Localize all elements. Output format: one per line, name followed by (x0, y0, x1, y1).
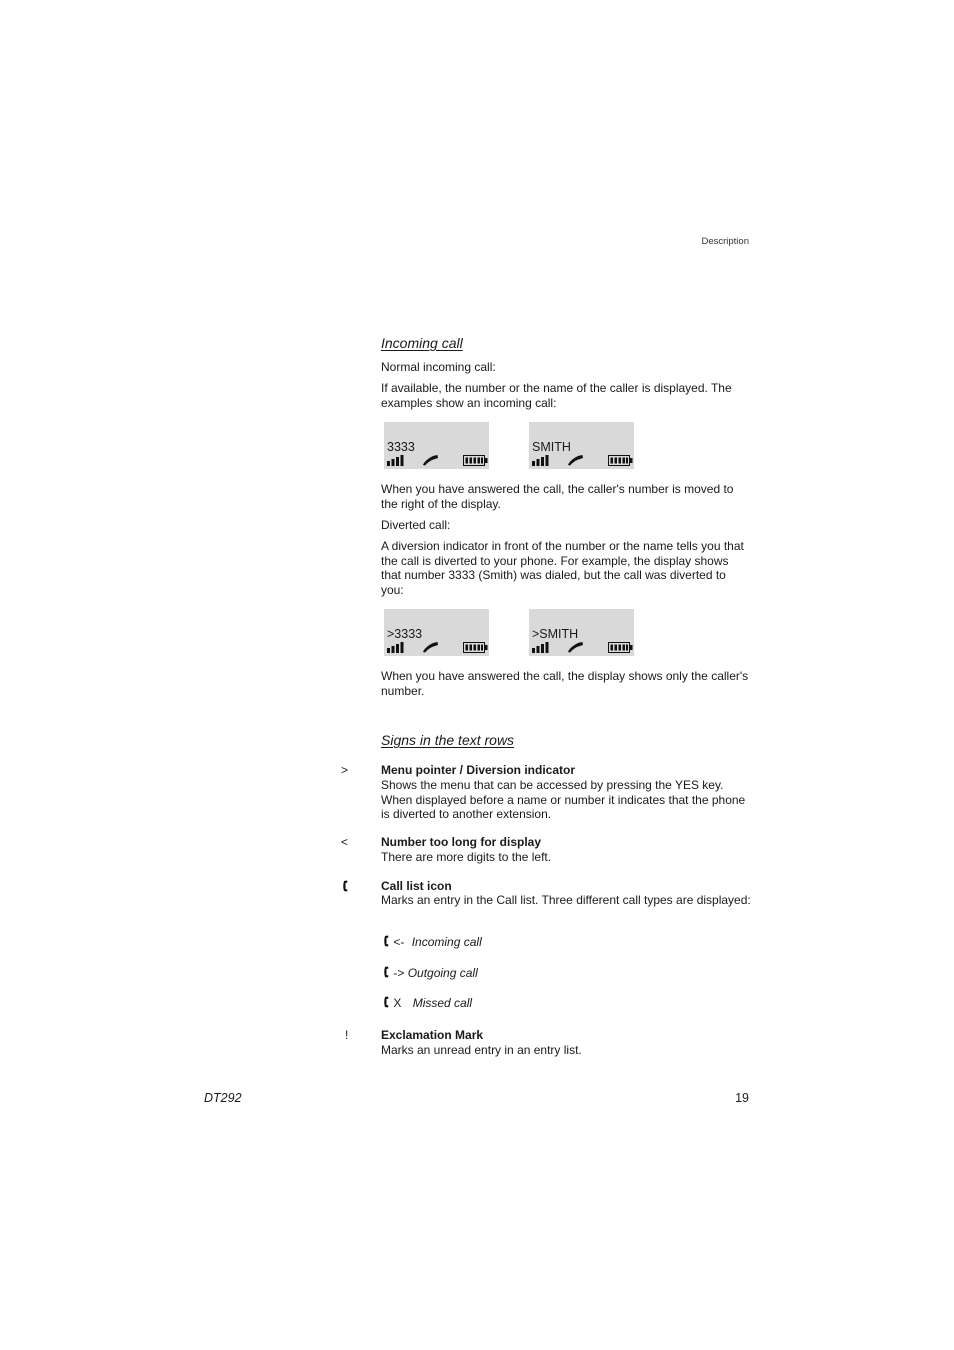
phone-display (529, 422, 634, 469)
display-text: >3333 (387, 627, 423, 641)
handset-icon (422, 641, 439, 653)
sign-title: Number too long for display (381, 835, 542, 849)
call-type-outgoing (383, 966, 478, 980)
call-list-icon (342, 880, 349, 892)
phone-display (384, 422, 489, 469)
call-type-incoming (383, 935, 482, 949)
signal-strength-icon (532, 642, 550, 653)
section-title-signs: Signs in the text rows (381, 732, 515, 748)
phone-display (529, 609, 634, 656)
handset-icon (422, 454, 439, 466)
sign-description: Shows the menu that can be accessed by pressing the YES key. When displayed before a name or number it indicates that the phone is diverted to another extension. (381, 778, 746, 822)
call-type-arrow: -> (393, 966, 405, 980)
sign-title: Call list icon (381, 879, 452, 893)
section-title-incoming-call: Incoming call (381, 335, 463, 351)
sign-description: Marks an unread entry in an entry list. (381, 1043, 582, 1057)
paragraph: Normal incoming call: (381, 360, 496, 374)
sign-title: Exclamation Mark (381, 1028, 484, 1042)
battery-icon (463, 642, 488, 653)
handset-icon (567, 641, 584, 653)
paragraph: Diverted call: (381, 518, 451, 532)
running-header: Description (701, 236, 749, 247)
call-type-label: Outgoing call (407, 966, 478, 980)
signal-strength-icon (532, 455, 550, 466)
menu-pointer-symbol: > (341, 763, 349, 777)
handset-icon (567, 454, 584, 466)
call-type-label: Incoming call (411, 935, 482, 949)
call-list-icon (383, 935, 390, 947)
number-too-long-symbol: < (341, 835, 349, 849)
footer-model: DT292 (204, 1091, 242, 1105)
phone-display (384, 609, 489, 656)
call-list-icon (383, 966, 390, 978)
page-number: 19 (735, 1091, 749, 1105)
display-text: SMITH (532, 440, 571, 454)
display-text: >SMITH (532, 627, 579, 641)
call-list-icon (383, 996, 390, 1008)
signal-strength-icon (387, 455, 405, 466)
call-type-missed (383, 996, 472, 1010)
sign-title: Menu pointer / Diversion indicator (381, 763, 576, 777)
battery-icon (608, 642, 633, 653)
call-type-arrow: X (393, 996, 402, 1010)
sign-description: There are more digits to the left. (381, 850, 552, 864)
call-type-label: Missed call (412, 996, 473, 1010)
paragraph: When you have answered the call, the display shows only the caller's number. (381, 669, 749, 698)
paragraph: When you have answered the call, the caller's number is moved to the right of the display. (381, 482, 734, 511)
paragraph: A diversion indicator in front of the number or the name tells you that the call is diverted to your phone. For example, the display shows that number 3333 (Smith) was dialed, but the call was diverted to you: (381, 539, 744, 597)
exclamation-mark-symbol: ! (345, 1028, 349, 1042)
signal-strength-icon (387, 642, 405, 653)
display-text: 3333 (387, 440, 415, 454)
sign-description: Marks an entry in the Call list. Three different call types are displayed: (381, 893, 751, 907)
paragraph: If available, the number or the name of the caller is displayed. The examples show an incoming call: (381, 381, 732, 410)
battery-icon (463, 455, 488, 466)
battery-icon (608, 455, 633, 466)
call-type-arrow: <- (393, 935, 405, 949)
